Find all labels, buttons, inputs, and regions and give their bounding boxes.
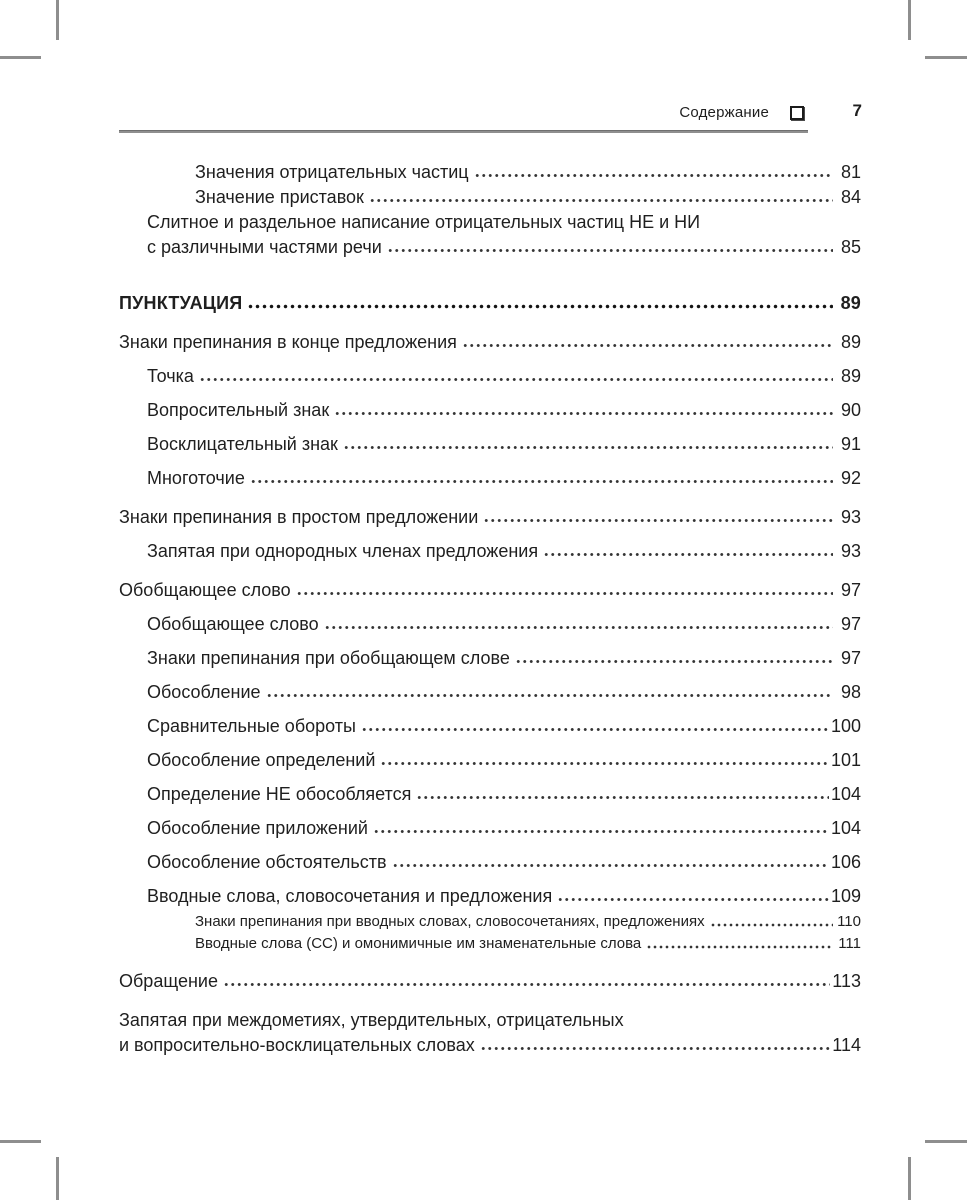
crop-mark-bottom-right-horizontal — [925, 1140, 967, 1143]
toc-entry-title: ПУНКТУАЦИЯ — [119, 293, 243, 313]
toc-entry-row — [119, 682, 861, 702]
toc-entry-page-number: 91 — [840, 434, 861, 454]
toc-leader-dots — [380, 760, 829, 767]
toc-leader-dots — [373, 828, 829, 835]
toc-leader-dots — [557, 896, 829, 903]
toc-entry-page-number: 104 — [830, 784, 861, 804]
toc-entry-row — [119, 913, 861, 930]
toc-entry-page-number: 81 — [840, 162, 861, 182]
toc-entry-page-number: 93 — [840, 541, 861, 561]
toc-entry-title: Обобщающее слово — [147, 614, 319, 634]
toc-entry-page-number: 106 — [830, 852, 861, 872]
toc-entry-title: Вопросительный знак — [147, 400, 330, 420]
toc-entry-title: Сравнительные обороты — [147, 716, 356, 736]
toc-leader-dots — [392, 862, 829, 869]
toc-entry-page-number: 111 — [838, 935, 861, 952]
toc-entry-title: Обособление приложений — [147, 818, 368, 838]
crop-mark-bottom-left-vertical — [56, 1157, 59, 1200]
crop-mark-bottom-right-vertical — [908, 1157, 911, 1200]
toc-entry-title: Определение НЕ обособляется — [147, 784, 412, 804]
toc-entry-page-number: 97 — [840, 614, 861, 634]
toc-leader-dots — [543, 551, 833, 558]
toc-leader-dots — [324, 624, 833, 631]
toc-entry-page-number: 97 — [840, 648, 861, 668]
toc-entry-page-number: 110 — [837, 913, 861, 930]
toc-leader-dots — [223, 981, 830, 988]
toc-leader-dots — [515, 658, 833, 665]
toc-entry-title: Запятая при однородных членах предложения — [147, 541, 539, 561]
toc-entry-row — [119, 648, 861, 668]
toc-entry-row — [119, 818, 861, 838]
toc-entry-row — [119, 750, 861, 770]
page-number: 7 — [852, 101, 862, 120]
crop-mark-top-right-horizontal — [925, 56, 967, 59]
toc-leader-dots — [334, 410, 833, 417]
toc-leader-dots — [266, 692, 833, 699]
toc-entry-title: Слитное и раздельное написание отрицательных частиц НЕ и НИ — [147, 212, 701, 232]
toc-leader-dots — [296, 590, 833, 597]
toc-entry-page-number: 92 — [840, 468, 861, 488]
toc-entry-page-number: 89 — [840, 366, 861, 386]
toc-leader-dots — [480, 1045, 831, 1052]
toc-entry-title: Знаки препинания при вводных словах, словосочетаниях, предложениях — [195, 913, 705, 930]
toc-entry-row — [119, 366, 861, 386]
toc-entry-row — [119, 971, 861, 991]
toc-entry-page-number: 84 — [840, 187, 861, 207]
toc-leader-dots — [416, 794, 829, 801]
toc-entry-row — [119, 187, 861, 207]
toc-entry-row — [119, 886, 861, 906]
toc-entry-title: Знаки препинания при обобщающем слове — [147, 648, 510, 668]
toc-entry-page-number: 97 — [840, 580, 861, 600]
toc-entry-page-number: 100 — [830, 716, 861, 736]
header-rule — [119, 130, 808, 133]
toc-entry-row — [119, 434, 861, 454]
toc-leader-dots — [387, 247, 833, 254]
toc-leader-dots — [369, 197, 833, 204]
toc-entry-row — [119, 541, 861, 561]
toc-leader-dots — [361, 726, 829, 733]
toc-entry-row — [119, 400, 861, 420]
toc-entry-title: Запятая при междометиях, утвердительных, отрицательных — [119, 1010, 624, 1030]
toc-leader-dots — [646, 944, 833, 950]
toc-entry-page-number: 104 — [830, 818, 861, 838]
crop-mark-top-left-horizontal — [0, 56, 41, 59]
toc — [119, 150, 861, 1055]
crop-mark-bottom-left-horizontal — [0, 1140, 41, 1143]
toc-entry-title: Многоточие — [147, 468, 245, 488]
toc-entry-page-number: 89 — [840, 293, 861, 313]
toc-entry-title: Значение приставок — [195, 187, 364, 207]
page-header — [119, 104, 808, 121]
toc-entry-row — [119, 212, 861, 232]
toc-entry-row — [119, 468, 861, 488]
toc-entry-title: Восклицательный знак — [147, 434, 338, 454]
toc-leader-dots — [474, 172, 833, 179]
toc-entry-title: Обобщающее слово — [119, 580, 291, 600]
toc-leader-dots — [343, 444, 833, 451]
toc-entry-title: Обособление — [147, 682, 261, 702]
toc-entry-title: Знаки препинания в простом предложении — [119, 507, 479, 527]
toc-entry-row — [119, 237, 861, 257]
toc-entry-title: Вводные слова (СС) и омонимичные им знаменательные слова — [195, 935, 642, 952]
toc-leader-dots — [483, 517, 833, 524]
toc-entry-row — [119, 162, 861, 182]
toc-entry-row — [119, 935, 861, 952]
running-title: Содержание — [679, 104, 769, 121]
toc-entry-title: Обособление обстоятельств — [147, 852, 387, 872]
toc-entry-page-number: 113 — [832, 971, 861, 991]
toc-entry-page-number: 114 — [832, 1035, 861, 1055]
toc-entry-title: Значения отрицательных частиц — [195, 162, 469, 182]
toc-leader-dots — [250, 478, 833, 485]
toc-entry-page-number: 98 — [840, 682, 861, 702]
toc-entry-page-number: 101 — [830, 750, 861, 770]
crop-mark-top-left-vertical — [56, 0, 59, 40]
toc-entry-page-number: 93 — [840, 507, 861, 527]
toc-entry-page-number: 85 — [840, 237, 861, 257]
toc-entry-page-number: 109 — [830, 886, 861, 906]
toc-entry-title: Знаки препинания в конце предложения — [119, 332, 457, 352]
toc-entry-row — [119, 293, 861, 313]
toc-entry-title: Обращение — [119, 971, 218, 991]
toc-entry-row — [119, 580, 861, 600]
toc-leader-dots — [710, 922, 833, 928]
toc-entry-row — [119, 852, 861, 872]
toc-entry-row — [119, 614, 861, 634]
toc-entry-row — [119, 1010, 861, 1030]
toc-entry-title: и вопросительно-восклицательных словах — [119, 1035, 475, 1055]
toc-entry-row — [119, 1035, 861, 1055]
toc-leader-dots — [462, 342, 833, 349]
toc-entry-row — [119, 716, 861, 736]
square-bullet-icon — [790, 106, 804, 120]
toc-leader-dots — [199, 376, 833, 383]
toc-entry-title: Точка — [147, 366, 194, 386]
toc-entry-title: с различными частями речи — [147, 237, 382, 257]
toc-entry-row — [119, 784, 861, 804]
toc-entry-page-number: 89 — [840, 332, 861, 352]
toc-entry-row — [119, 507, 861, 527]
toc-entry-row — [119, 332, 861, 352]
toc-entry-title: Вводные слова, словосочетания и предложения — [147, 886, 553, 906]
toc-entry-title: Обособление определений — [147, 750, 376, 770]
crop-mark-top-right-vertical — [908, 0, 911, 40]
toc-entry-page-number: 90 — [840, 400, 861, 420]
toc-leader-dots — [247, 303, 833, 310]
